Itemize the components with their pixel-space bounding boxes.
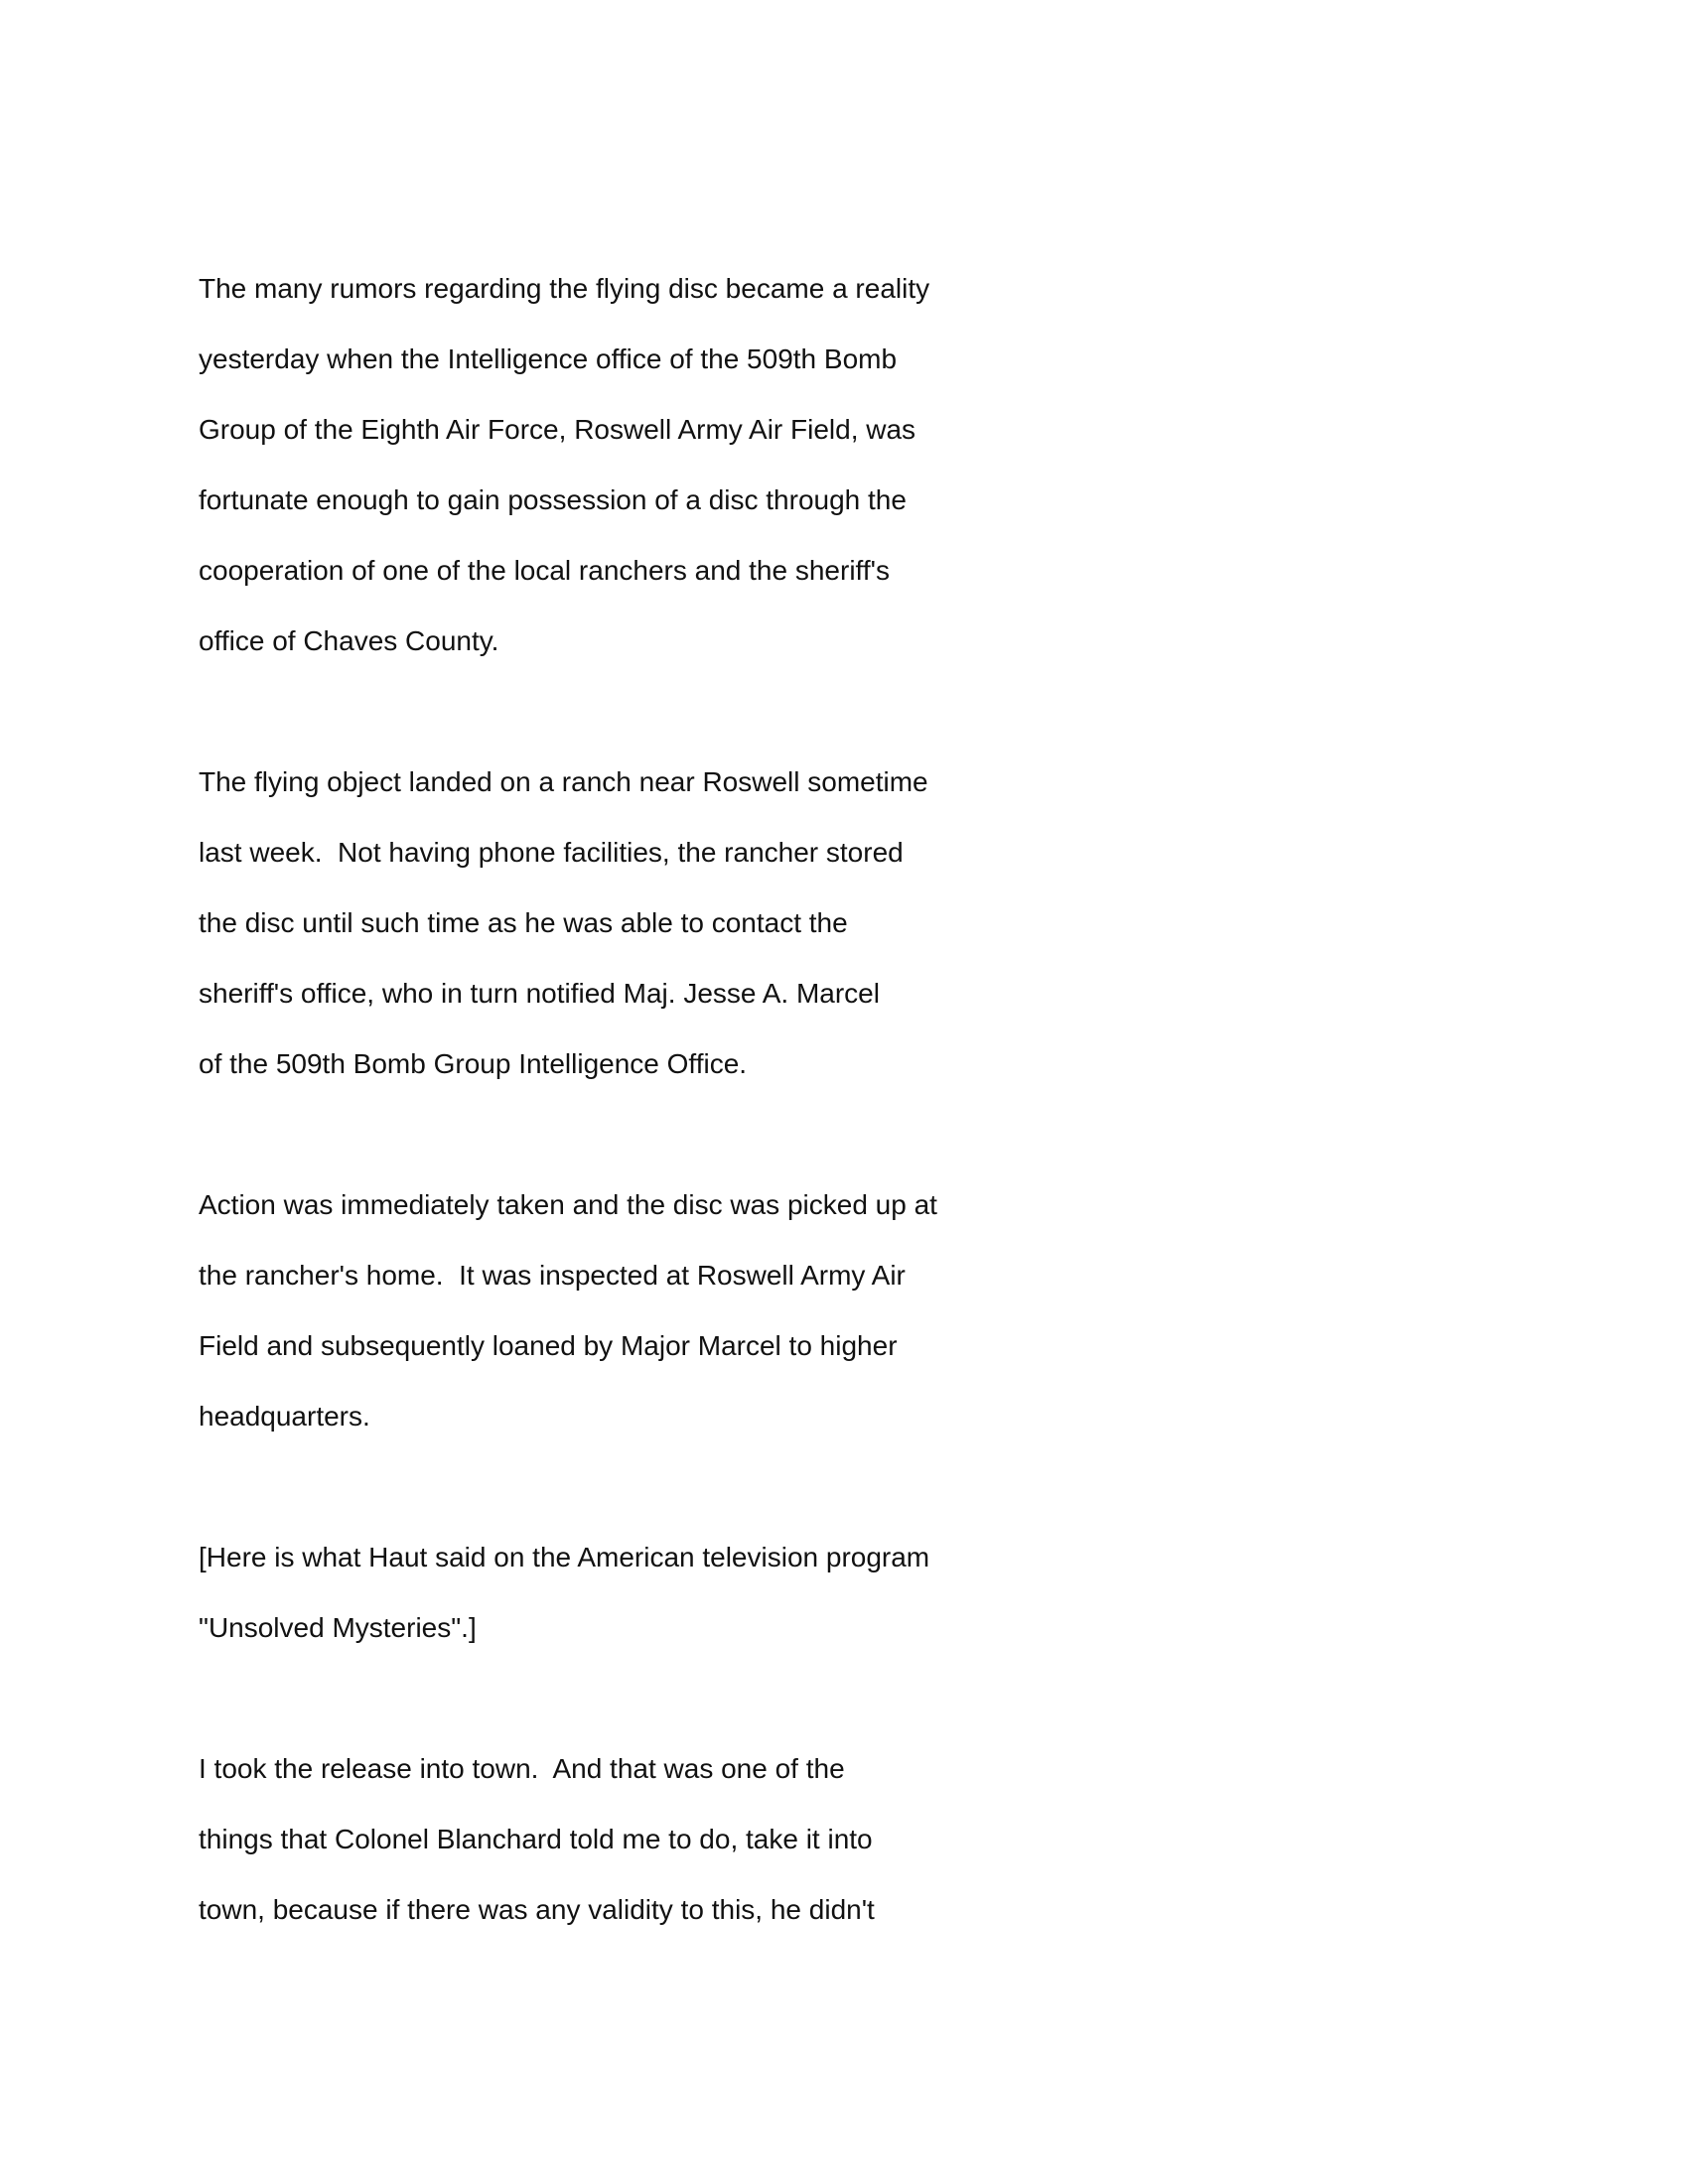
text-line: yesterday when the Intelligence office of the 509th Bomb — [199, 343, 898, 374]
text-line: The flying object landed on a ranch near Roswell sometime — [199, 766, 928, 797]
text-line: the rancher's home. It was inspected at Roswell Army Air — [199, 1260, 906, 1291]
document-body — [199, 264, 1192, 1956]
text-line: of the 509th Bomb Group Intelligence Office. — [199, 1048, 748, 1079]
text-line: cooperation of one of the local ranchers and the sheriff's — [199, 555, 890, 586]
text-line: Field and subsequently loaned by Major Marcel to higher — [199, 1330, 898, 1361]
text-line: fortunate enough to gain possession of a disc through the — [199, 484, 907, 515]
text-line: The many rumors regarding the flying disc became a reality — [199, 273, 930, 304]
text-line: Action was immediately taken and the disc was picked up at — [199, 1189, 937, 1220]
paragraph-3 — [199, 1180, 1192, 1462]
paragraph-gap — [199, 1110, 1192, 1180]
text-line: town, because if there was any validity to this, he didn't — [199, 1894, 875, 1925]
paragraph-1 — [199, 264, 1192, 687]
text-line: I took the release into town. And that was one of the — [199, 1753, 845, 1784]
text-line: [Here is what Haut said on the American television program — [199, 1542, 930, 1572]
paragraph-gap — [199, 1462, 1192, 1533]
text-line: things that Colonel Blanchard told me to do, take it into — [199, 1824, 873, 1854]
text-line: the disc until such time as he was able to contact the — [199, 907, 848, 938]
text-line: headquarters. — [199, 1401, 370, 1432]
paragraph-gap — [199, 687, 1192, 757]
paragraph-2 — [199, 757, 1192, 1110]
text-line: Group of the Eighth Air Force, Roswell Army Air Field, was — [199, 414, 916, 445]
text-line: sheriff's office, who in turn notified Maj. Jesse A. Marcel — [199, 978, 880, 1009]
text-line: "Unsolved Mysteries".] — [199, 1612, 477, 1643]
paragraph-4 — [199, 1533, 1192, 1674]
paragraph-5 — [199, 1744, 1192, 1956]
text-line: office of Chaves County. — [199, 625, 499, 656]
text-line: last week. Not having phone facilities, the rancher stored — [199, 837, 904, 868]
paragraph-gap — [199, 1674, 1192, 1744]
